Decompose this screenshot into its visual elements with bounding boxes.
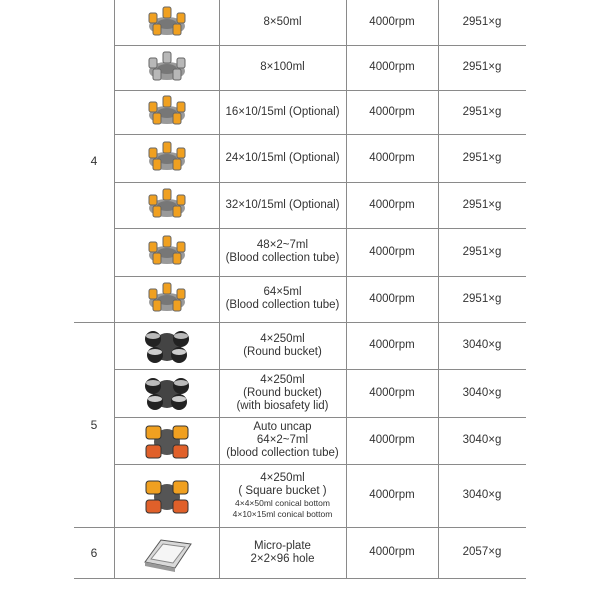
capacity-line: (blood collection tube) [226,447,339,459]
max-rcf: 3040×g [462,434,502,446]
capacity-line: (with biosafety lid) [236,399,329,412]
max-speed: 4000rpm [369,386,415,399]
max-rcf: 2057×g [462,546,502,558]
capacity-line: (Round bucket) [243,386,322,399]
rotor-8x50ml-image [114,0,219,45]
capacity-line: 4×250ml [260,373,305,386]
max-speed: 4000rpm [369,292,415,305]
capacity-line: 64×2~7ml [256,434,309,446]
max-rcf: 2951×g [462,61,502,73]
capacity-description [219,90,346,134]
max-rcf: 2951×g [462,105,502,118]
capacity-line: 8×100ml [260,61,305,73]
max-rcf: 2951×g [462,151,502,164]
capacity-line: 2×2×96 hole [250,552,315,565]
max-rcf: 3040×g [462,386,502,399]
capacity-line: ( Square bucket ) [238,484,327,497]
max-speed: 4000rpm [369,105,415,118]
capacity-description [219,228,346,276]
max-rcf: 2951×g [462,16,502,28]
rotor-64x5ml-image [114,276,219,322]
capacity-description [219,134,346,182]
max-speed: 4000rpm [369,546,415,558]
capacity-description [219,276,346,322]
capacity-line: 32×10/15ml (Optional) [225,198,340,211]
max-speed: 4000rpm [369,245,415,258]
rotor-8x100ml-image [114,45,219,90]
capacity-description [219,322,346,369]
capacity-line: 4×250ml [260,471,305,484]
max-speed: 4000rpm [369,16,415,28]
capacity-line: 16×10/15ml (Optional) [225,105,340,118]
capacity-subline: 4×4×50ml conical bottom [235,497,330,508]
rotor-24x10-15ml-image [114,134,219,182]
capacity-line: 4×250ml [260,332,305,345]
max-rcf: 2951×g [462,245,502,258]
max-speed: 4000rpm [369,151,415,164]
capacity-line: 8×50ml [263,16,302,28]
max-speed: 4000rpm [369,489,415,501]
capacity-line: (Round bucket) [243,345,322,358]
round-bucket-rotor-image [114,322,219,369]
max-rcf: 2951×g [462,198,502,211]
max-rcf: 3040×g [462,489,502,501]
capacity-description [219,464,346,527]
biosafety-lid-rotor-image [114,369,219,417]
rotor-32x10-15ml-image [114,182,219,228]
max-rcf: 2951×g [462,292,502,305]
rotor-spec-table [74,0,526,580]
capacity-line: 48×2~7ml [256,239,309,251]
capacity-line: Auto uncap [253,421,312,433]
max-rcf: 3040×g [462,339,502,351]
capacity-line: (Blood collection tube) [225,299,340,311]
group-number-label: 6 [90,545,98,560]
rotor-48x2-7ml-image [114,228,219,276]
capacity-description [219,369,346,417]
capacity-description [219,0,346,45]
group-number-label: 5 [90,417,98,432]
microplate-carrier-image [114,527,219,578]
auto-uncap-rotor-image [114,417,219,464]
square-bucket-rotor-image [114,464,219,527]
max-speed: 4000rpm [369,434,415,446]
capacity-description [219,527,346,578]
rotor-16x10-15ml-image [114,90,219,134]
capacity-line: 24×10/15ml (Optional) [225,151,340,164]
max-speed: 4000rpm [369,339,415,351]
max-speed: 4000rpm [369,61,415,73]
capacity-line: Micro-plate [254,539,311,552]
capacity-line: (Blood collection tube) [225,252,340,264]
group-number-label: 4 [90,154,98,168]
capacity-description [219,45,346,90]
capacity-description [219,417,346,464]
max-speed: 4000rpm [369,198,415,211]
capacity-subline: 4×10×15ml conical bottom [232,508,333,519]
capacity-line: 64×5ml [263,286,302,298]
capacity-description [219,182,346,228]
